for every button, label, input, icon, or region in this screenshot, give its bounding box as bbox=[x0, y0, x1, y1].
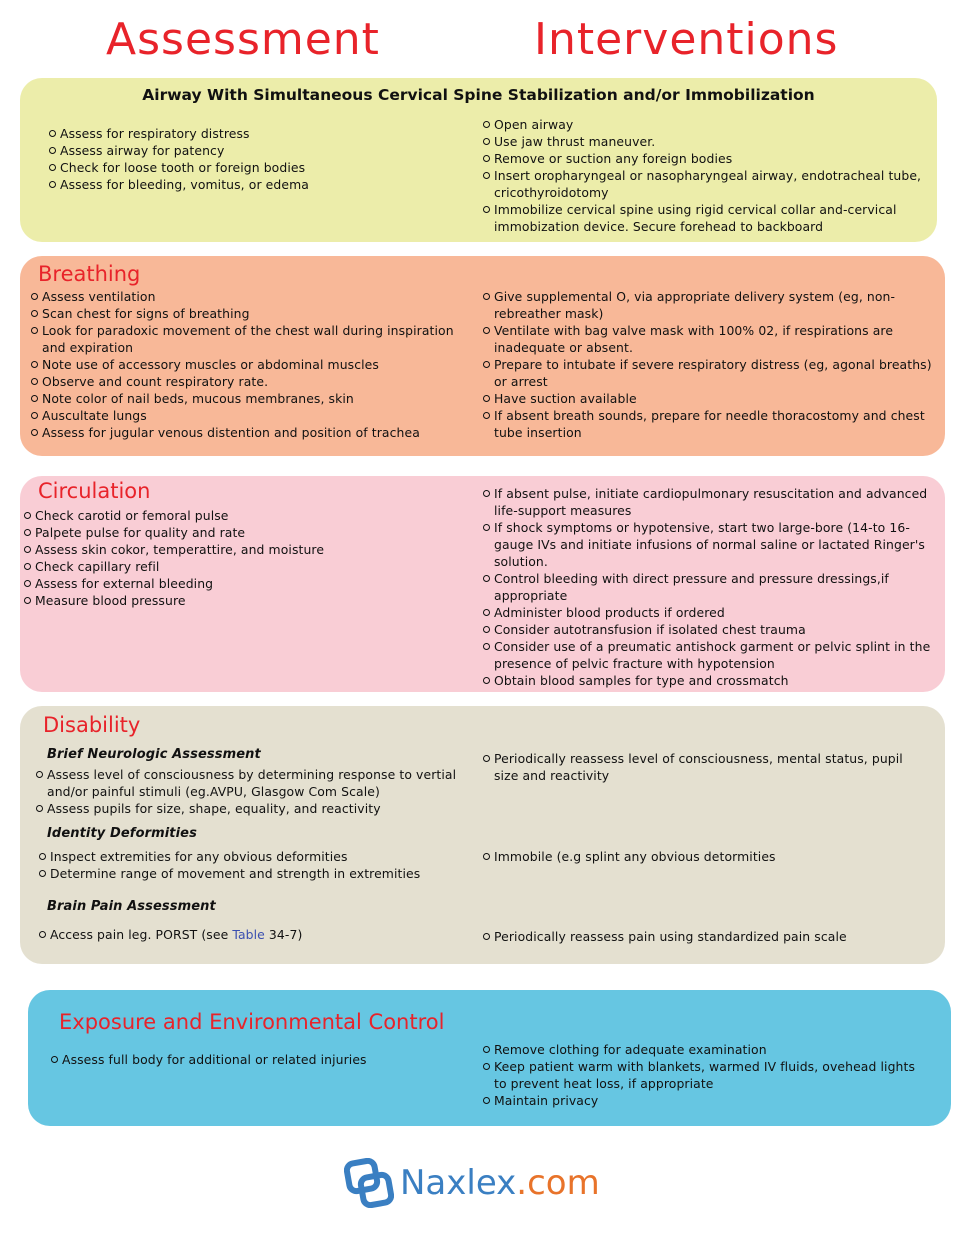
list-item: Assess skin cokor, temperattire, and moisture bbox=[23, 541, 463, 558]
list-item: Check for loose tooth or foreign bodies bbox=[48, 159, 468, 176]
circulation-interventions-list bbox=[482, 485, 932, 689]
list-item: Immobile (e.g splint any obvious detormities bbox=[482, 848, 922, 865]
logo-brand: Naxlex bbox=[400, 1163, 517, 1203]
pain-intervention bbox=[482, 928, 922, 945]
list-item: Measure blood pressure bbox=[23, 592, 463, 609]
list-item: Assess full body for additional or related injuries bbox=[50, 1051, 470, 1068]
list-item: Immobilize cervical spine using rigid cervical collar and-cervical immobization device. Secure forehead to backboard bbox=[482, 201, 930, 235]
list-item: Assess airway for patency bbox=[48, 142, 468, 159]
list-item: Control bleeding with direct pressure and pressure dressings,if appropriate bbox=[482, 570, 932, 604]
list-item: Remove or suction any foreign bodies bbox=[482, 150, 930, 167]
list-item: Administer blood products if ordered bbox=[482, 604, 932, 621]
list-item: Inspect extremities for any obvious deformities bbox=[38, 848, 478, 865]
circulation-title: Circulation bbox=[38, 479, 151, 503]
deformities-assessment-list bbox=[38, 848, 478, 882]
list-item: Keep patient warm with blankets, warmed IV fluids, ovehead lights to prevent heat loss, if appropriate bbox=[482, 1058, 928, 1092]
list-item: Assess pupils for size, shape, equality, and reactivity bbox=[35, 800, 475, 817]
logo-suffix: .com bbox=[516, 1163, 600, 1203]
list-item: Consider autotransfusion if isolated chest trauma bbox=[482, 621, 932, 638]
pain-item-text-end: 34-7) bbox=[264, 927, 303, 942]
breathing-title: Breathing bbox=[38, 262, 141, 286]
disability-card bbox=[20, 706, 945, 964]
brain-pain-heading: Brain Pain Assessment bbox=[47, 899, 216, 914]
list-item: Assess level of consciousness by determining response to vertial and/or painful stimuli (eg.AVPU, Glasgow Com Scale) bbox=[35, 766, 475, 800]
breathing-interventions-list bbox=[482, 288, 932, 441]
list-item: Periodically reassess pain using standardized pain scale bbox=[482, 928, 922, 945]
list-item: Have suction available bbox=[482, 390, 932, 407]
list-item: Determine range of movement and strength in extremities bbox=[38, 865, 478, 882]
exposure-card bbox=[28, 990, 951, 1126]
breathing-card bbox=[20, 256, 945, 456]
airway-interventions-list bbox=[482, 116, 930, 235]
breathing-assessment-list bbox=[30, 288, 470, 441]
list-item: Note color of nail beds, mucous membranes, skin bbox=[30, 390, 470, 407]
airway-assessment-list bbox=[48, 125, 468, 193]
exposure-interventions-list bbox=[482, 1041, 928, 1109]
list-item: Consider use of a preumatic antishock garment or pelvic splint in the presence of pelvic fracture with hypotension bbox=[482, 638, 932, 672]
list-item: Check capillary refil bbox=[23, 558, 463, 575]
circulation-card bbox=[20, 476, 945, 692]
list-item: Periodically reassess level of consciousness, mental status, pupil size and reactivity bbox=[482, 750, 922, 784]
list-item: Ventilate with bag valve mask with 100% 02, if respirations are inadequate or absent. bbox=[482, 322, 932, 356]
list-item: Give supplemental O, via appropriate delivery system (eg, non-rebreather mask) bbox=[482, 288, 932, 322]
list-item: Remove clothing for adequate examination bbox=[482, 1041, 928, 1058]
neurologic-intervention bbox=[482, 750, 922, 784]
list-item: Scan chest for signs of breathing bbox=[30, 305, 470, 322]
list-item: Auscultate lungs bbox=[30, 407, 470, 424]
list-item: Assess for bleeding, vomitus, or edema bbox=[48, 176, 468, 193]
list-item: Prepare to intubate if severe respiratory distress (eg, agonal breaths) or arrest bbox=[482, 356, 932, 390]
identity-deformities-heading: Identity Deformities bbox=[47, 826, 197, 841]
neurologic-assessment-list bbox=[35, 766, 475, 817]
list-item: Look for paradoxic movement of the chest wall during inspiration and expiration bbox=[30, 322, 470, 356]
airway-title: Airway With Simultaneous Cervical Spine Stabilization and/or Immobilization bbox=[142, 86, 815, 104]
list-item: If absent pulse, initiate cardiopulmonary resuscitation and advanced life-support measures bbox=[482, 485, 932, 519]
list-item bbox=[38, 926, 478, 943]
table-link[interactable]: Table bbox=[232, 927, 265, 942]
exposure-assessment-list bbox=[50, 1051, 470, 1068]
list-item: Assess ventilation bbox=[30, 288, 470, 305]
pain-assessment-list bbox=[38, 926, 478, 943]
brief-neurologic-heading: Brief Neurologic Assessment bbox=[47, 747, 261, 762]
list-item: Check carotid or femoral pulse bbox=[23, 507, 463, 524]
list-item: Maintain privacy bbox=[482, 1092, 928, 1109]
pain-item-text: Access pain leg. PORST (see bbox=[50, 927, 233, 942]
circulation-assessment-list bbox=[23, 507, 463, 609]
exposure-title: Exposure and Environmental Control bbox=[59, 1010, 445, 1034]
deformities-intervention bbox=[482, 848, 922, 865]
list-item: Obtain blood samples for type and crossmatch bbox=[482, 672, 932, 689]
list-item: Observe and count respiratory rate. bbox=[30, 373, 470, 390]
interventions-header: Interventions bbox=[534, 14, 839, 65]
naxlex-logo-icon bbox=[344, 1158, 394, 1208]
list-item: Note use of accessory muscles or abdominal muscles bbox=[30, 356, 470, 373]
disability-title: Disability bbox=[43, 713, 141, 737]
assessment-header: Assessment bbox=[106, 14, 380, 65]
list-item: If shock symptoms or hypotensive, start two large-bore (14-to 16-gauge IVs and initiate infusions of normal saline or lactated Ringer's solution. bbox=[482, 519, 932, 570]
list-item: Assess for respiratory distress bbox=[48, 125, 468, 142]
list-item: Assess for external bleeding bbox=[23, 575, 463, 592]
airway-card bbox=[20, 78, 937, 242]
list-item: Open airway bbox=[482, 116, 930, 133]
list-item: Use jaw thrust maneuver. bbox=[482, 133, 930, 150]
list-item: If absent breath sounds, prepare for needle thoracostomy and chest tube insertion bbox=[482, 407, 932, 441]
list-item: Assess for jugular venous distention and position of trachea bbox=[30, 424, 470, 441]
list-item: Palpete pulse for quality and rate bbox=[23, 524, 463, 541]
logo-wordmark bbox=[400, 1161, 600, 1205]
list-item: Insert oropharyngeal or nasopharyngeal airway, endotracheal tube, cricothyroidotomy bbox=[482, 167, 930, 201]
naxlex-logo[interactable] bbox=[344, 1158, 600, 1208]
